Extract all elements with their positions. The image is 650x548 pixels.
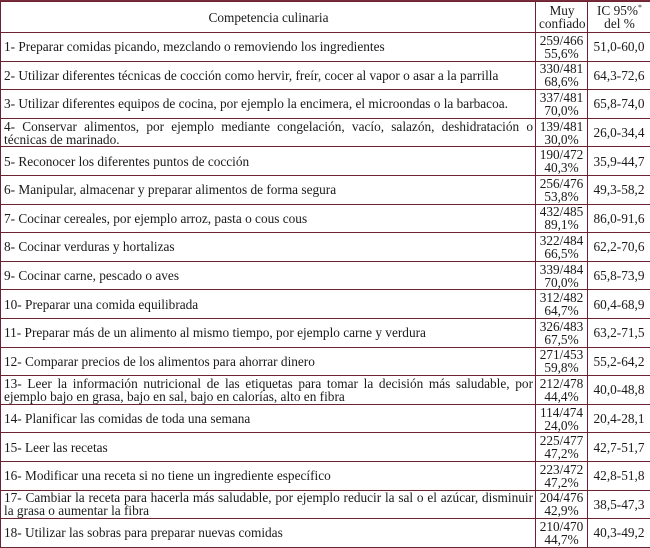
- footnote-marker: *: [638, 3, 642, 12]
- table-row: [1, 33, 650, 62]
- percentage: 47,2%: [537, 476, 586, 489]
- count-fraction: 337/481: [537, 91, 586, 104]
- confidence-interval: 20,4-28,1: [588, 404, 650, 433]
- table-row: [1, 61, 650, 90]
- percentage: 59,8%: [537, 361, 586, 374]
- confidence-interval: 40,0-48,8: [588, 376, 650, 405]
- confidence-interval: 86,0-91,6: [588, 204, 650, 233]
- percentage: 47,2%: [537, 447, 586, 460]
- count-fraction: 330/481: [537, 62, 586, 75]
- confidence-interval: 42,8-51,8: [588, 461, 650, 490]
- count-fraction: 432/485: [537, 205, 586, 218]
- confidence-interval: 35,9-44,7: [588, 147, 650, 176]
- table-row: [1, 290, 650, 319]
- table-row: [1, 433, 650, 462]
- percentage: 67,5%: [537, 333, 586, 346]
- count-fraction: 212/478: [537, 377, 586, 390]
- count-fraction: 259/466: [537, 34, 586, 47]
- count-fraction: 312/482: [537, 291, 586, 304]
- confidence-interval: 26,0-34,4: [588, 118, 650, 147]
- competence-description: 15- Leer las recetas: [1, 433, 536, 462]
- very-confident-cell: [536, 61, 588, 90]
- competence-description: 1- Preparar comidas picando, mezclando o removiendo los ingredientes: [1, 33, 536, 62]
- cooking-competence-table: [0, 1, 650, 548]
- confidence-interval: 51,0-60,0: [588, 33, 650, 62]
- table-row: [1, 204, 650, 233]
- percentage: 44,7%: [537, 533, 586, 546]
- competence-description: 9- Cocinar carne, pescado o aves: [1, 261, 536, 290]
- very-confident-cell: [536, 318, 588, 347]
- table-row: [1, 376, 650, 405]
- confidence-interval: 65,8-74,0: [588, 90, 650, 119]
- very-confident-cell: [536, 175, 588, 204]
- very-confident-cell: [536, 347, 588, 376]
- table-row: [1, 404, 650, 433]
- very-confident-cell: [536, 261, 588, 290]
- competence-description: 8- Cocinar verduras y hortalizas: [1, 233, 536, 262]
- count-fraction: 223/472: [537, 463, 586, 476]
- confidence-interval: 62,2-70,6: [588, 233, 650, 262]
- percentage: 68,6%: [537, 75, 586, 88]
- count-fraction: 271/453: [537, 348, 586, 361]
- very-confident-cell: [536, 147, 588, 176]
- very-confident-cell: [536, 461, 588, 490]
- competence-description: 13- Leer la información nutricional de las etiquetas para tomar la decisión más saludable, por ejemplo bajo en grasa, bajo en sal, bajo en calorías, alto en fibra: [1, 376, 536, 405]
- header-row: [1, 2, 650, 33]
- table-row: [1, 118, 650, 147]
- percentage: 53,8%: [537, 190, 586, 203]
- table-row: [1, 261, 650, 290]
- confidence-interval: 40,3-49,2: [588, 519, 650, 548]
- confidence-interval: 60,4-68,9: [588, 290, 650, 319]
- percentage: 64,7%: [537, 304, 586, 317]
- count-fraction: 256/476: [537, 177, 586, 190]
- competence-description: 3- Utilizar diferentes equipos de cocina, por ejemplo la encimera, el microondas o la barbacoa.: [1, 90, 536, 119]
- percentage: 44,4%: [537, 390, 586, 403]
- confidence-interval: 63,2-71,5: [588, 318, 650, 347]
- header-ic95: [588, 2, 650, 33]
- very-confident-cell: [536, 290, 588, 319]
- header-ic-line2: del %: [591, 17, 648, 30]
- header-muy-line2: confiado: [539, 17, 585, 30]
- count-fraction: 339/484: [537, 263, 586, 276]
- table-row: [1, 461, 650, 490]
- confidence-interval: 55,2-64,2: [588, 347, 650, 376]
- percentage: 24,0%: [537, 419, 586, 432]
- competence-description: 16- Modificar una receta si no tiene un ingrediente específico: [1, 461, 536, 490]
- count-fraction: 326/483: [537, 320, 586, 333]
- count-fraction: 139/481: [537, 120, 586, 133]
- competence-description: 14- Planificar las comidas de toda una semana: [1, 404, 536, 433]
- percentage: 66,5%: [537, 247, 586, 260]
- very-confident-cell: [536, 90, 588, 119]
- header-muy-confiado: [536, 2, 588, 33]
- confidence-interval: 42,7-51,7: [588, 433, 650, 462]
- confidence-interval: 38,5-47,3: [588, 490, 650, 519]
- table-row: [1, 90, 650, 119]
- confidence-interval: 65,8-73,9: [588, 261, 650, 290]
- very-confident-cell: [536, 204, 588, 233]
- header-competencia: Competencia culinaria: [1, 2, 536, 33]
- percentage: 42,9%: [537, 504, 586, 517]
- percentage: 89,1%: [537, 218, 586, 231]
- count-fraction: 114/474: [537, 406, 586, 419]
- competence-description: 6- Manipular, almacenar y preparar alimentos de forma segura: [1, 175, 536, 204]
- table-row: [1, 318, 650, 347]
- very-confident-cell: [536, 376, 588, 405]
- competence-description: 7- Cocinar cereales, por ejemplo arroz, pasta o cous cous: [1, 204, 536, 233]
- table-row: [1, 490, 650, 519]
- confidence-interval: 64,3-72,6: [588, 61, 650, 90]
- competence-description: 4- Conservar alimentos, por ejemplo mediante congelación, vacío, salazón, deshidratación o técnicas de marinado.: [1, 118, 536, 147]
- count-fraction: 190/472: [537, 148, 586, 161]
- very-confident-cell: [536, 404, 588, 433]
- header-ic-label: IC 95%: [597, 3, 638, 18]
- count-fraction: 225/477: [537, 434, 586, 447]
- confidence-interval: 49,3-58,2: [588, 175, 650, 204]
- table-row: [1, 175, 650, 204]
- competence-description: 10- Preparar una comida equilibrada: [1, 290, 536, 319]
- count-fraction: 210/470: [537, 520, 586, 533]
- table-body: [1, 33, 650, 548]
- competence-description: 17- Cambiar la receta para hacerla más saludable, por ejemplo reducir la sal o el azúcar, disminuir la grasa o aumentar la fibra: [1, 490, 536, 519]
- competence-description: 18- Utilizar las sobras para preparar nuevas comidas: [1, 519, 536, 548]
- percentage: 40,3%: [537, 161, 586, 174]
- competence-description: 2- Utilizar diferentes técnicas de cocción como hervir, freír, cocer al vapor o asar a la parrilla: [1, 61, 536, 90]
- competence-description: 12- Comparar precios de los alimentos para ahorrar dinero: [1, 347, 536, 376]
- table-row: [1, 233, 650, 262]
- header-muy-line1: Muy: [539, 4, 585, 17]
- very-confident-cell: [536, 233, 588, 262]
- very-confident-cell: [536, 490, 588, 519]
- percentage: 30,0%: [537, 133, 586, 146]
- very-confident-cell: [536, 118, 588, 147]
- table-row: [1, 147, 650, 176]
- competence-description: 11- Preparar más de un alimento al mismo tiempo, por ejemplo carne y verdura: [1, 318, 536, 347]
- table-row: [1, 347, 650, 376]
- count-fraction: 204/476: [537, 491, 586, 504]
- percentage: 70,0%: [537, 104, 586, 117]
- very-confident-cell: [536, 33, 588, 62]
- percentage: 55,6%: [537, 47, 586, 60]
- very-confident-cell: [536, 433, 588, 462]
- competence-description: 5- Reconocer los diferentes puntos de cocción: [1, 147, 536, 176]
- count-fraction: 322/484: [537, 234, 586, 247]
- percentage: 70,0%: [537, 276, 586, 289]
